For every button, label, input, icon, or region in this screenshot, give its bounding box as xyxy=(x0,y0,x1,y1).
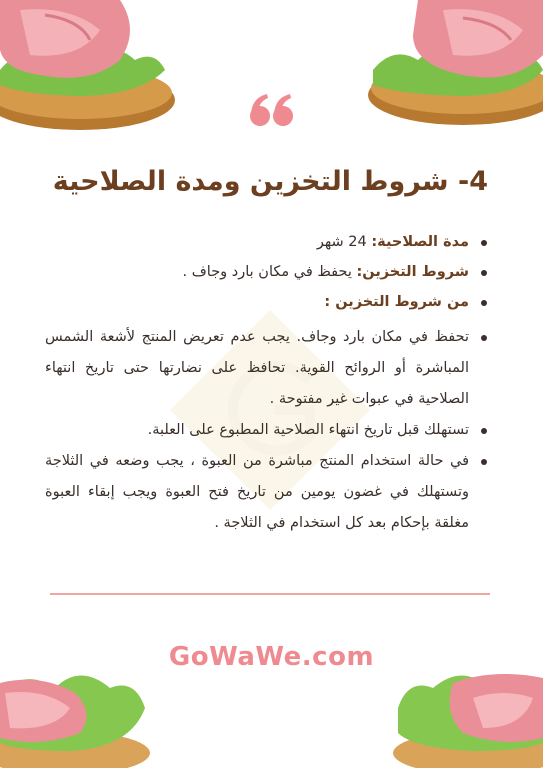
item-label: شروط التخزين: xyxy=(356,264,469,280)
list-item xyxy=(45,262,487,282)
paragraph-text: تحفظ في مكان بارد وجاف. يجب عدم تعريض المنتج لأشعة الشمس المباشرة أو الروائح القوية. تحافظ على نضارتها حتى تاريخ انتهاء الصلاحية في عبوات غير مفتوحة . xyxy=(45,329,469,407)
item-label: مدة الصلاحية: xyxy=(371,234,469,250)
item-text: 24 شهر xyxy=(316,234,372,250)
list-item xyxy=(45,446,487,539)
brand-logo-text: GoWaWe.com xyxy=(168,642,375,672)
paragraph-text: في حالة استخدام المنتج مباشرة من العبوة ، يجب وضعه في الثلاجة وتستهلك في غضون يومين من تاريخ فتح العبوة ويجب إبقاء العبوة مغلقة بإحكام بعد كل استخدام في الثلاجة . xyxy=(45,453,469,531)
item-label: من شروط التخزين : xyxy=(324,294,469,310)
divider xyxy=(50,593,490,595)
list-item xyxy=(45,232,487,252)
quote-icon xyxy=(0,92,543,142)
list-item xyxy=(45,292,487,312)
page-title: 4- شروط التخزين ومدة الصلاحية xyxy=(52,166,488,197)
list-item xyxy=(45,322,487,415)
content-list xyxy=(45,232,487,539)
paragraph-text: تستهلك قبل تاريخ انتهاء الصلاحية المطبوع على العلبة. xyxy=(147,422,469,438)
list-item xyxy=(45,415,487,446)
item-text: يحفظ في مكان بارد وجاف . xyxy=(182,264,357,280)
